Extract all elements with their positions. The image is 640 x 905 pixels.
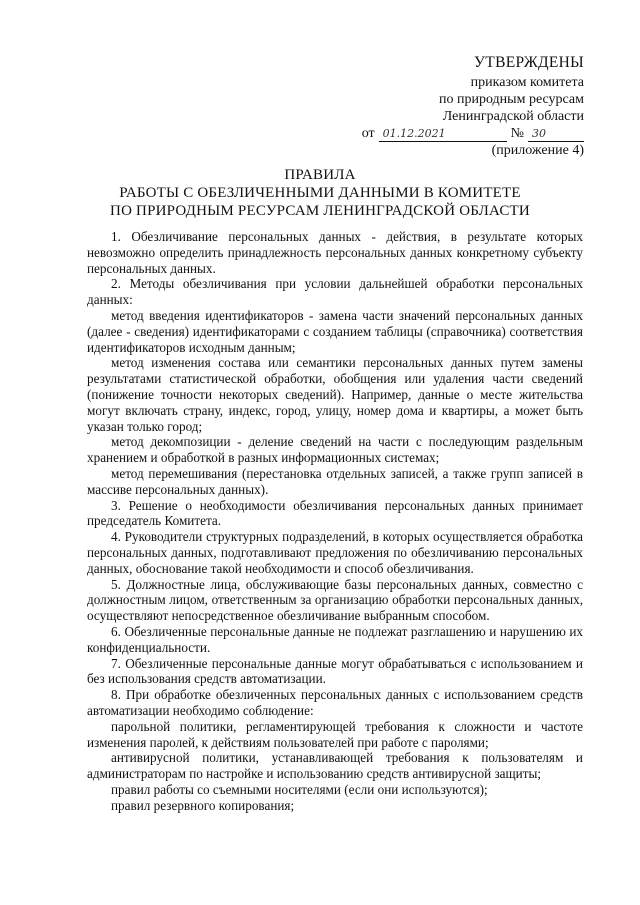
paragraph-8: 4. Руководители структурных подразделений, в которых осуществляется обработка персональных данных, подготавливают предложения по обезличиванию персональных данных, обоснование такой необходимости и способ обезличивания. — [87, 529, 583, 576]
paragraph-11: 7. Обезличенные персональные данные могут обрабатываться с использованием и без использования средств автоматизации. — [87, 655, 583, 687]
order-date-number-row — [362, 125, 584, 142]
from-label: от — [361, 126, 375, 141]
approval-block — [362, 54, 584, 159]
paragraph-2: 2. Методы обезличивания при условии дальнейшей обработки персональных данных: — [87, 276, 583, 308]
approval-line-3: Ленинградской области — [442, 109, 584, 124]
number-label: № — [510, 126, 524, 141]
paragraph-14: антивирусной политики, устанавливающей требования к пользователям и администраторам по настройке и использованию средств антивирусной защиты; — [87, 750, 583, 782]
paragraph-15: правил работы со съемными носителями (если они используются); — [111, 781, 488, 797]
paragraph-1: 1. Обезличивание персональных данных - действия, в результате которых невозможно определить принадлежность персональных данных конкретному субъекту персональных данных. — [87, 229, 583, 276]
paragraph-9: 5. Должностные лица, обслуживающие базы персональных данных, совместно с должностным лицом, ответственным за организацию обработки персональных данных, осуществляют непосредственное обезличивание выбранным способом. — [87, 576, 583, 624]
approval-heading: УТВЕРЖДЕНЫ — [474, 54, 584, 71]
title-line-3: ПО ПРИРОДНЫМ РЕСУРСАМ ЛЕНИНГРАДСКОЙ ОБЛАСТИ — [110, 203, 530, 219]
title-line-1: ПРАВИЛА — [284, 167, 356, 183]
handwritten-date: 01.12.2021 — [379, 126, 507, 142]
paragraph-12: 8. При обработке обезличенных персональных данных с использованием средств автоматизации необходимо соблюдение: — [87, 687, 583, 718]
paragraph-6: метод перемешивания (перестановка отдельных записей, а также групп записей в массиве персональных данных). — [87, 465, 583, 497]
document-body — [87, 229, 583, 813]
paragraph-3: метод введения идентификаторов - замена части значений персональных данных (далее - сведения) идентификаторами с созданием таблицы (справочника) соответствия идентификаторов исходным данным; — [87, 307, 583, 355]
paragraph-5: метод декомпозиции - деление сведений на части с последующим раздельным хранением и обработкой в разных информационных системах; — [87, 434, 583, 466]
paragraph-7: 3. Решение о необходимости обезличивания персональных данных принимает председатель Комитета. — [87, 497, 583, 529]
paragraph-13: парольной политики, регламентирующей требования к сложности и частоте изменения паролей, к действиям пользователей при работе с паролями; — [87, 718, 583, 750]
title-line-2: РАБОТЫ С ОБЕЗЛИЧЕННЫМИ ДАННЫМИ В КОМИТЕТЕ — [119, 185, 521, 201]
appendix-label: (приложение 4) — [491, 143, 584, 158]
document-title — [0, 166, 640, 220]
approval-line-1: приказом комитета — [470, 75, 584, 90]
approval-line-2: по природным ресурсам — [438, 92, 584, 107]
paragraph-16: правил резервного копирования; — [111, 797, 295, 813]
paragraph-4: метод изменения состава или семантики персональных данных путем замены результатами статистической обработки, обобщения или удаления части сведений (понижение точности некоторых сведений). Например, данные о месте жительства могут включать страну, индекс, город, улицу, номер дома и квартиры, а может быть указан только город; — [87, 355, 583, 434]
paragraph-10: 6. Обезличенные персональные данные не подлежат разглашению и нарушению их конфиденциальности. — [87, 623, 583, 655]
handwritten-number: 30 — [528, 126, 584, 142]
